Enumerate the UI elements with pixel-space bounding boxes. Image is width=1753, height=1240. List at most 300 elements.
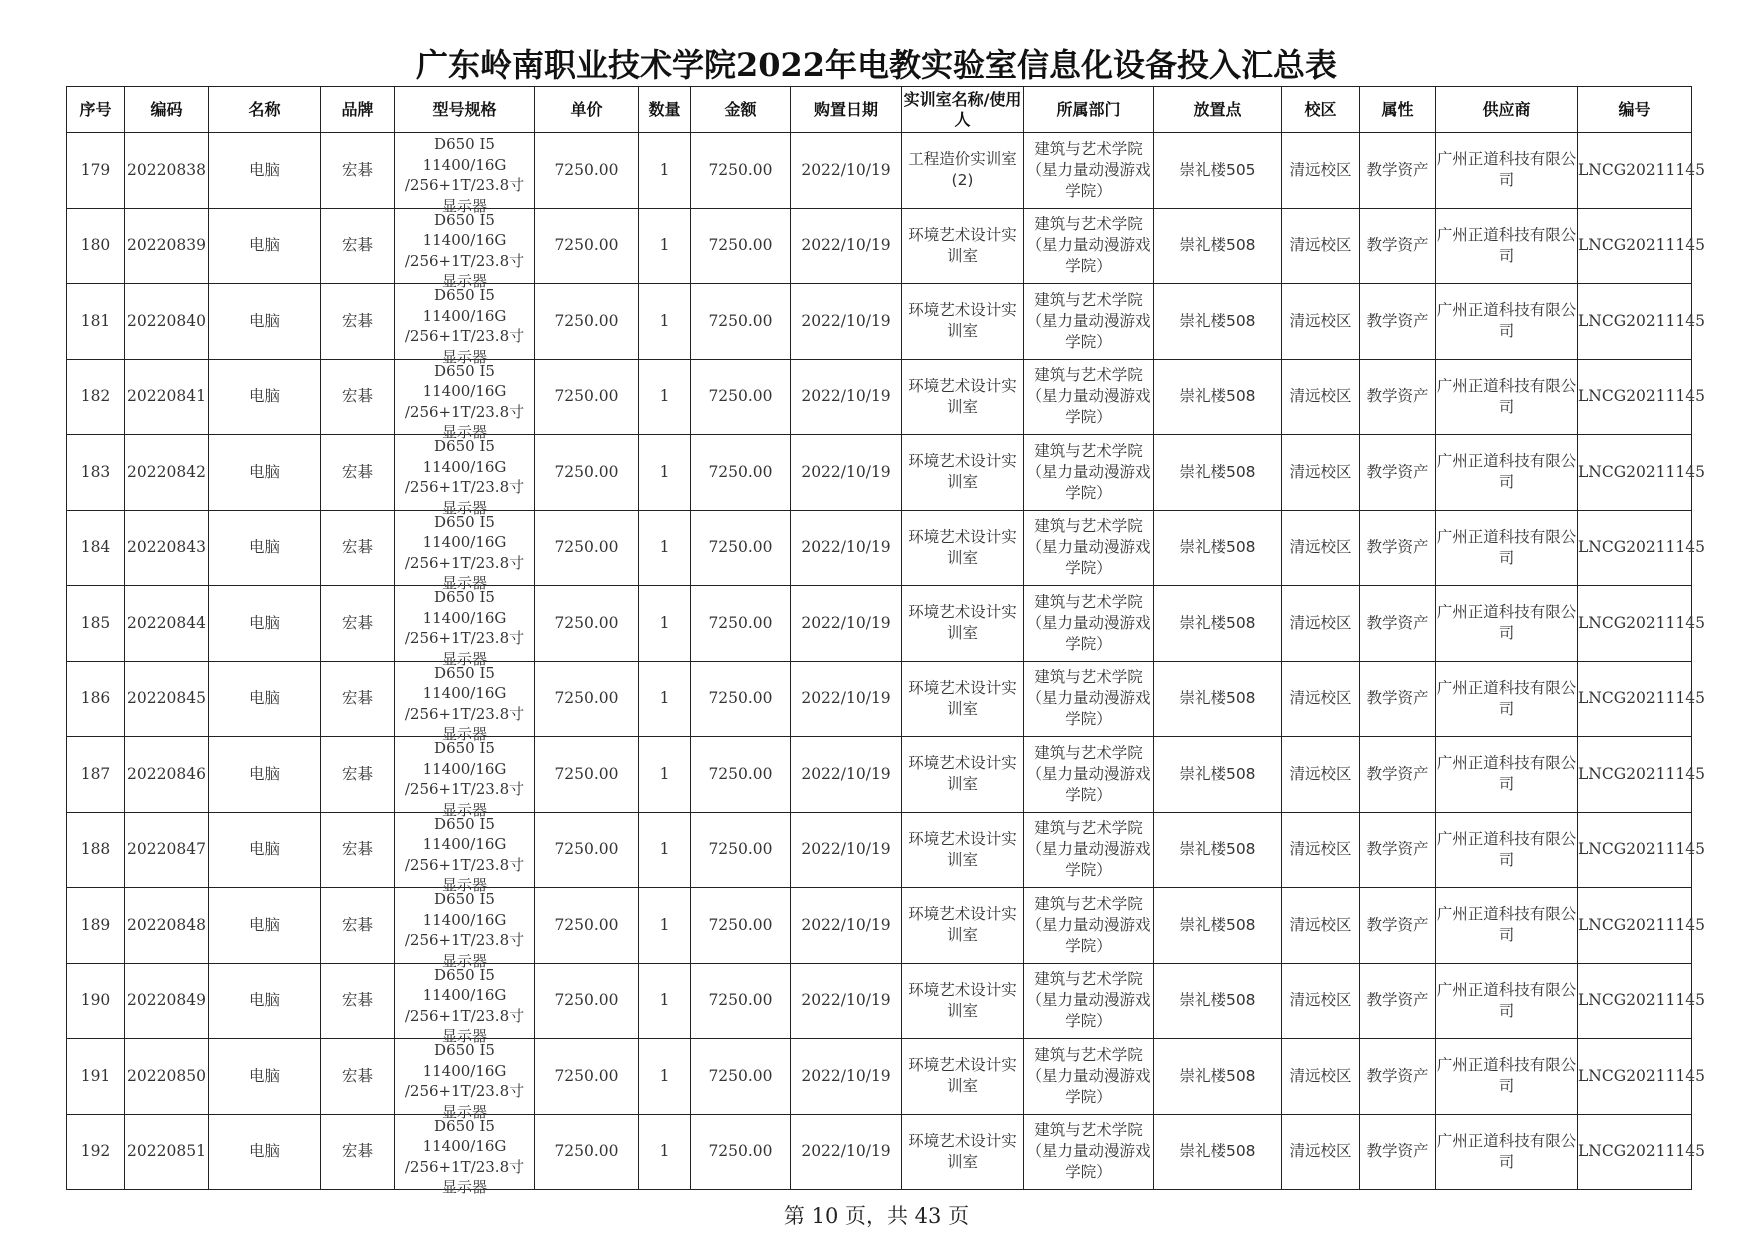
campus-cell <box>1282 510 1360 586</box>
model-spec-cell-text: D650 I5 11400/16G /256+1T/23.8寸 显示器 <box>404 814 525 895</box>
unit-price-cell <box>535 208 639 284</box>
brand-cell <box>321 661 395 737</box>
code-cell-text: 20220846 <box>127 764 206 783</box>
purchase-date-cell-text: 2022/10/19 <box>801 1066 891 1085</box>
purchase-date-cell-text: 2022/10/19 <box>801 689 891 708</box>
campus-cell-text: 清远校区 <box>1289 387 1352 406</box>
location-cell <box>1154 510 1282 586</box>
department-cell-text: 建筑与艺术学院（星力量动漫游戏学院） <box>1026 215 1151 276</box>
attribute-cell-text: 教学资产 <box>1366 462 1429 481</box>
quantity-cell-text: 1 <box>659 840 670 859</box>
serial-number-cell-text: LNCG20211145 <box>1578 991 1705 1010</box>
row-number-cell <box>67 1114 125 1190</box>
unit-price-cell-text: 7250.00 <box>554 840 619 859</box>
model-spec-cell-text: D650 I5 11400/16G /256+1T/23.8寸 显示器 <box>404 965 525 1046</box>
campus-cell-text: 清远校区 <box>1289 1142 1352 1161</box>
model-spec-cell-text: D650 I5 11400/16G /256+1T/23.8寸 显示器 <box>404 663 525 744</box>
purchase-date-cell-text: 2022/10/19 <box>801 160 891 179</box>
brand-cell <box>321 963 395 1039</box>
brand-cell <box>321 208 395 284</box>
column-header: 名称 <box>209 87 321 133</box>
quantity-cell <box>639 812 691 888</box>
serial-number-cell-text: LNCG20211145 <box>1578 1142 1705 1161</box>
quantity-cell-text: 1 <box>659 462 670 481</box>
amount-cell-text: 7250.00 <box>708 236 773 255</box>
column-header: 放置点 <box>1154 87 1282 133</box>
quantity-cell-text: 1 <box>659 387 670 406</box>
quantity-cell <box>639 586 691 662</box>
row-number-cell <box>67 812 125 888</box>
quantity-cell-text: 1 <box>659 160 670 179</box>
department-cell <box>1024 208 1154 284</box>
table-row <box>67 435 1692 511</box>
brand-cell-text: 宏碁 <box>341 840 373 859</box>
lab-name-cell <box>902 888 1024 964</box>
department-cell-text: 建筑与艺术学院（星力量动漫游戏学院） <box>1026 366 1151 427</box>
supplier-cell <box>1436 888 1578 964</box>
campus-cell <box>1282 963 1360 1039</box>
department-cell-text: 建筑与艺术学院（星力量动漫游戏学院） <box>1026 1121 1151 1182</box>
campus-cell <box>1282 435 1360 511</box>
page-footer: 第 10 页，共 43 页 <box>783 1204 970 1228</box>
campus-cell-text: 清远校区 <box>1289 160 1352 179</box>
department-cell-text: 建筑与艺术学院（星力量动漫游戏学院） <box>1026 668 1151 729</box>
row-number-cell <box>67 359 125 435</box>
location-cell <box>1154 435 1282 511</box>
brand-cell-text: 宏碁 <box>341 613 373 632</box>
amount-cell-text: 7250.00 <box>708 613 773 632</box>
campus-cell <box>1282 133 1360 209</box>
row-number-cell-text: 183 <box>80 462 111 481</box>
model-spec-cell-text: D650 I5 11400/16G /256+1T/23.8寸 显示器 <box>404 1116 525 1197</box>
brand-cell-text: 宏碁 <box>341 991 373 1010</box>
name-cell <box>209 963 321 1039</box>
amount-cell <box>691 133 791 209</box>
purchase-date-cell-text: 2022/10/19 <box>801 915 891 934</box>
code-cell-text: 20220847 <box>127 840 206 859</box>
name-cell <box>209 812 321 888</box>
supplier-cell-text: 广州正道科技有限公司 <box>1436 150 1577 190</box>
lab-name-cell <box>902 963 1024 1039</box>
table-row <box>67 284 1692 360</box>
department-cell-text: 建筑与艺术学院（星力量动漫游戏学院） <box>1026 139 1151 200</box>
unit-price-cell <box>535 435 639 511</box>
code-cell <box>125 133 209 209</box>
brand-cell <box>321 888 395 964</box>
model-spec-cell-text: D650 I5 11400/16G /256+1T/23.8寸 显示器 <box>404 437 525 517</box>
brand-cell-text: 宏碁 <box>341 689 373 708</box>
purchase-date-cell <box>791 284 902 360</box>
brand-cell <box>321 812 395 888</box>
code-cell-text: 20220842 <box>127 462 206 481</box>
lab-name-cell <box>902 359 1024 435</box>
lab-name-cell <box>902 435 1024 511</box>
location-cell <box>1154 133 1282 209</box>
amount-cell <box>691 284 791 360</box>
amount-cell <box>691 888 791 964</box>
model-spec-cell <box>395 510 535 593</box>
quantity-cell-text: 1 <box>659 764 670 783</box>
department-cell-text: 建筑与艺术学院（星力量动漫游戏学院） <box>1026 592 1151 653</box>
column-header: 序号 <box>67 87 125 133</box>
unit-price-cell-text: 7250.00 <box>554 311 619 330</box>
quantity-cell-text: 1 <box>659 538 670 557</box>
serial-number-cell-text: LNCG20211145 <box>1578 387 1705 406</box>
row-number-cell <box>67 586 125 662</box>
attribute-cell <box>1360 963 1436 1039</box>
campus-cell <box>1282 1114 1360 1190</box>
row-number-cell <box>67 963 125 1039</box>
attribute-cell-text: 教学资产 <box>1366 1066 1429 1085</box>
quantity-cell-text: 1 <box>659 915 670 934</box>
serial-number-cell-text: LNCG20211145 <box>1578 1066 1705 1085</box>
department-cell <box>1024 1039 1154 1115</box>
location-cell-text: 崇礼楼508 <box>1179 236 1256 255</box>
purchase-date-cell <box>791 661 902 737</box>
unit-price-cell <box>535 963 639 1039</box>
amount-cell-text: 7250.00 <box>708 764 773 783</box>
campus-cell <box>1282 284 1360 360</box>
model-spec-cell <box>395 435 535 517</box>
unit-price-cell <box>535 812 639 888</box>
unit-price-cell <box>535 510 639 586</box>
purchase-date-cell <box>791 963 902 1039</box>
equipment-table <box>66 86 1705 1197</box>
location-cell-text: 崇礼楼508 <box>1179 613 1256 632</box>
supplier-cell <box>1436 510 1578 586</box>
serial-number-cell-text: LNCG20211145 <box>1578 689 1705 708</box>
table-body <box>67 133 1705 1197</box>
code-cell <box>125 812 209 888</box>
column-header: 属性 <box>1360 87 1436 133</box>
serial-number-cell <box>1578 586 1705 662</box>
serial-number-cell <box>1578 284 1705 360</box>
purchase-date-cell <box>791 435 902 511</box>
attribute-cell-text: 教学资产 <box>1366 311 1429 330</box>
name-cell-text: 电脑 <box>248 1066 280 1085</box>
name-cell <box>209 737 321 813</box>
column-header: 品牌 <box>321 87 395 133</box>
name-cell-text: 电脑 <box>248 236 280 255</box>
attribute-cell <box>1360 435 1436 511</box>
location-cell <box>1154 208 1282 284</box>
name-cell-text: 电脑 <box>248 387 280 406</box>
department-cell <box>1024 284 1154 360</box>
department-cell <box>1024 737 1154 813</box>
attribute-cell-text: 教学资产 <box>1366 1142 1429 1161</box>
name-cell <box>209 284 321 360</box>
brand-cell-text: 宏碁 <box>341 764 373 783</box>
model-spec-cell <box>395 586 535 668</box>
brand-cell-text: 宏碁 <box>341 160 373 179</box>
quantity-cell-text: 1 <box>659 689 670 708</box>
campus-cell-text: 清远校区 <box>1289 840 1352 859</box>
brand-cell <box>321 737 395 813</box>
purchase-date-cell <box>791 888 902 964</box>
campus-cell-text: 清远校区 <box>1289 236 1352 255</box>
purchase-date-cell <box>791 812 902 888</box>
campus-cell <box>1282 208 1360 284</box>
table-row <box>67 888 1692 964</box>
column-header: 校区 <box>1282 87 1360 133</box>
attribute-cell-text: 教学资产 <box>1366 991 1429 1010</box>
attribute-cell <box>1360 812 1436 888</box>
name-cell-text: 电脑 <box>248 764 280 783</box>
campus-cell-text: 清远校区 <box>1289 311 1352 330</box>
quantity-cell-text: 1 <box>659 1066 670 1085</box>
amount-cell-text: 7250.00 <box>708 160 773 179</box>
code-cell <box>125 1039 209 1115</box>
model-spec-cell <box>395 208 535 291</box>
location-cell-text: 崇礼楼508 <box>1179 538 1256 557</box>
unit-price-cell <box>535 586 639 662</box>
code-cell <box>125 963 209 1039</box>
department-cell <box>1024 510 1154 586</box>
unit-price-cell <box>535 888 639 964</box>
code-cell <box>125 435 209 511</box>
attribute-cell-text: 教学资产 <box>1366 840 1429 859</box>
serial-number-cell-text: LNCG20211145 <box>1578 764 1705 783</box>
attribute-cell <box>1360 737 1436 813</box>
code-cell-text: 20220840 <box>127 311 206 330</box>
serial-number-cell <box>1578 1114 1705 1190</box>
campus-cell <box>1282 359 1360 435</box>
code-cell-text: 20220845 <box>127 689 206 708</box>
supplier-cell-text: 广州正道科技有限公司 <box>1436 376 1577 416</box>
row-number-cell-text: 192 <box>80 1142 111 1161</box>
amount-cell <box>691 359 791 435</box>
code-cell-text: 20220844 <box>127 613 206 632</box>
amount-cell <box>691 661 791 737</box>
location-cell-text: 崇礼楼508 <box>1179 840 1256 859</box>
model-spec-cell <box>395 359 535 442</box>
unit-price-cell-text: 7250.00 <box>554 764 619 783</box>
brand-cell <box>321 359 395 435</box>
row-number-cell <box>67 284 125 360</box>
unit-price-cell-text: 7250.00 <box>554 991 619 1010</box>
code-cell-text: 20220839 <box>127 236 206 255</box>
department-cell-text: 建筑与艺术学院（星力量动漫游戏学院） <box>1026 290 1151 351</box>
attribute-cell-text: 教学资产 <box>1366 160 1429 179</box>
name-cell <box>209 1114 321 1190</box>
serial-number-cell <box>1578 359 1705 435</box>
serial-number-cell-text: LNCG20211145 <box>1578 462 1705 481</box>
unit-price-cell-text: 7250.00 <box>554 538 619 557</box>
unit-price-cell <box>535 133 639 209</box>
table-row <box>67 510 1692 586</box>
quantity-cell <box>639 133 691 209</box>
row-number-cell-text: 185 <box>80 613 111 632</box>
lab-name-cell-text: 环境艺术设计实训室 <box>908 603 1017 643</box>
column-header: 数量 <box>639 87 691 133</box>
attribute-cell <box>1360 888 1436 964</box>
department-cell <box>1024 359 1154 435</box>
campus-cell-text: 清远校区 <box>1289 991 1352 1010</box>
campus-cell <box>1282 1039 1360 1115</box>
name-cell-text: 电脑 <box>248 538 280 557</box>
column-header: 单价 <box>535 87 639 133</box>
lab-name-cell <box>902 510 1024 586</box>
brand-cell-text: 宏碁 <box>341 236 373 255</box>
purchase-date-cell <box>791 208 902 284</box>
location-cell <box>1154 1114 1282 1190</box>
supplier-cell-text: 广州正道科技有限公司 <box>1436 1131 1577 1171</box>
supplier-cell <box>1436 359 1578 435</box>
amount-cell-text: 7250.00 <box>708 387 773 406</box>
amount-cell <box>691 737 791 813</box>
purchase-date-cell-text: 2022/10/19 <box>801 236 891 255</box>
quantity-cell <box>639 208 691 284</box>
column-header: 编码 <box>125 87 209 133</box>
column-header: 编号 <box>1578 87 1692 133</box>
attribute-cell <box>1360 284 1436 360</box>
model-spec-cell-text: D650 I5 11400/16G /256+1T/23.8寸 显示器 <box>404 588 525 668</box>
quantity-cell <box>639 435 691 511</box>
purchase-date-cell-text: 2022/10/19 <box>801 991 891 1010</box>
campus-cell <box>1282 661 1360 737</box>
location-cell <box>1154 888 1282 964</box>
lab-name-cell-text: 环境艺术设计实训室 <box>908 225 1017 265</box>
purchase-date-cell-text: 2022/10/19 <box>801 613 891 632</box>
amount-cell <box>691 435 791 511</box>
location-cell <box>1154 812 1282 888</box>
lab-name-cell-text: 环境艺术设计实训室 <box>908 527 1017 567</box>
campus-cell <box>1282 586 1360 662</box>
attribute-cell-text: 教学资产 <box>1366 915 1429 934</box>
name-cell-text: 电脑 <box>248 1142 280 1161</box>
model-spec-cell <box>395 812 535 895</box>
row-number-cell-text: 182 <box>80 387 111 406</box>
unit-price-cell <box>535 359 639 435</box>
location-cell-text: 崇礼楼508 <box>1179 1142 1256 1161</box>
name-cell-text: 电脑 <box>248 613 280 632</box>
unit-price-cell-text: 7250.00 <box>554 689 619 708</box>
amount-cell <box>691 510 791 586</box>
campus-cell-text: 清远校区 <box>1289 915 1352 934</box>
lab-name-cell-text: 环境艺术设计实训室 <box>908 1131 1017 1171</box>
location-cell-text: 崇礼楼508 <box>1179 1066 1256 1085</box>
location-cell-text: 崇礼楼508 <box>1179 915 1256 934</box>
location-cell-text: 崇礼楼508 <box>1179 462 1256 481</box>
serial-number-cell-text: LNCG20211145 <box>1578 613 1705 632</box>
page-title: 广东岭南职业技术学院2022年电教实验室信息化设备投入汇总表 <box>415 46 1338 84</box>
supplier-cell <box>1436 586 1578 662</box>
supplier-cell-text: 广州正道科技有限公司 <box>1436 527 1577 567</box>
purchase-date-cell-text: 2022/10/19 <box>801 840 891 859</box>
name-cell-text: 电脑 <box>248 840 280 859</box>
purchase-date-cell <box>791 359 902 435</box>
lab-name-cell-text: 环境艺术设计实训室 <box>908 829 1017 869</box>
unit-price-cell-text: 7250.00 <box>554 1066 619 1085</box>
quantity-cell-text: 1 <box>659 613 670 632</box>
brand-cell <box>321 1114 395 1190</box>
row-number-cell <box>67 661 125 737</box>
name-cell-text: 电脑 <box>248 689 280 708</box>
supplier-cell <box>1436 133 1578 209</box>
supplier-cell <box>1436 284 1578 360</box>
serial-number-cell-text: LNCG20211145 <box>1578 160 1705 179</box>
lab-name-cell <box>902 586 1024 662</box>
attribute-cell <box>1360 510 1436 586</box>
brand-cell-text: 宏碁 <box>341 915 373 934</box>
column-header: 型号规格 <box>395 87 535 133</box>
serial-number-cell <box>1578 1039 1705 1115</box>
quantity-cell <box>639 359 691 435</box>
lab-name-cell <box>902 661 1024 737</box>
location-cell-text: 崇礼楼508 <box>1179 764 1256 783</box>
row-number-cell <box>67 435 125 511</box>
code-cell-text: 20220848 <box>127 915 206 934</box>
attribute-cell <box>1360 133 1436 209</box>
attribute-cell <box>1360 661 1436 737</box>
attribute-cell <box>1360 359 1436 435</box>
amount-cell <box>691 812 791 888</box>
model-spec-cell <box>395 1114 535 1197</box>
code-cell <box>125 1114 209 1190</box>
quantity-cell <box>639 888 691 964</box>
attribute-cell-text: 教学资产 <box>1366 689 1429 708</box>
campus-cell-text: 清远校区 <box>1289 1066 1352 1085</box>
supplier-cell <box>1436 1039 1578 1115</box>
row-number-cell-text: 188 <box>80 840 111 859</box>
department-cell-text: 建筑与艺术学院（星力量动漫游戏学院） <box>1026 894 1151 955</box>
model-spec-cell <box>395 1039 535 1121</box>
row-number-cell-text: 190 <box>80 991 111 1010</box>
purchase-date-cell-text: 2022/10/19 <box>801 538 891 557</box>
brand-cell-text: 宏碁 <box>341 538 373 557</box>
attribute-cell <box>1360 1114 1436 1190</box>
department-cell <box>1024 586 1154 662</box>
brand-cell <box>321 435 395 511</box>
department-cell-text: 建筑与艺术学院（星力量动漫游戏学院） <box>1026 1045 1151 1106</box>
quantity-cell <box>639 284 691 360</box>
table-row <box>67 737 1692 813</box>
model-spec-cell <box>395 963 535 1046</box>
table-row <box>67 1039 1692 1115</box>
brand-cell-text: 宏碁 <box>341 1066 373 1085</box>
lab-name-cell <box>902 812 1024 888</box>
brand-cell-text: 宏碁 <box>341 387 373 406</box>
name-cell <box>209 661 321 737</box>
serial-number-cell <box>1578 812 1705 888</box>
department-cell <box>1024 435 1154 511</box>
attribute-cell-text: 教学资产 <box>1366 236 1429 255</box>
brand-cell-text: 宏碁 <box>341 1142 373 1161</box>
table-row <box>67 133 1692 209</box>
location-cell <box>1154 586 1282 662</box>
supplier-cell <box>1436 737 1578 813</box>
row-number-cell-text: 179 <box>80 160 111 179</box>
model-spec-cell-text: D650 I5 11400/16G /256+1T/23.8寸 显示器 <box>404 286 525 366</box>
name-cell-text: 电脑 <box>248 311 280 330</box>
row-number-cell-text: 187 <box>80 764 111 783</box>
purchase-date-cell <box>791 510 902 586</box>
quantity-cell-text: 1 <box>659 311 670 330</box>
supplier-cell-text: 广州正道科技有限公司 <box>1436 905 1577 945</box>
quantity-cell <box>639 963 691 1039</box>
amount-cell-text: 7250.00 <box>708 1142 773 1161</box>
department-cell-text: 建筑与艺术学院（星力量动漫游戏学院） <box>1026 970 1151 1031</box>
amount-cell <box>691 586 791 662</box>
name-cell-text: 电脑 <box>248 991 280 1010</box>
department-cell <box>1024 888 1154 964</box>
amount-cell-text: 7250.00 <box>708 915 773 934</box>
supplier-cell-text: 广州正道科技有限公司 <box>1436 1056 1577 1096</box>
quantity-cell <box>639 737 691 813</box>
campus-cell-text: 清远校区 <box>1289 613 1352 632</box>
attribute-cell-text: 教学资产 <box>1366 538 1429 557</box>
model-spec-cell-text: D650 I5 11400/16G /256+1T/23.8寸 显示器 <box>404 135 525 215</box>
